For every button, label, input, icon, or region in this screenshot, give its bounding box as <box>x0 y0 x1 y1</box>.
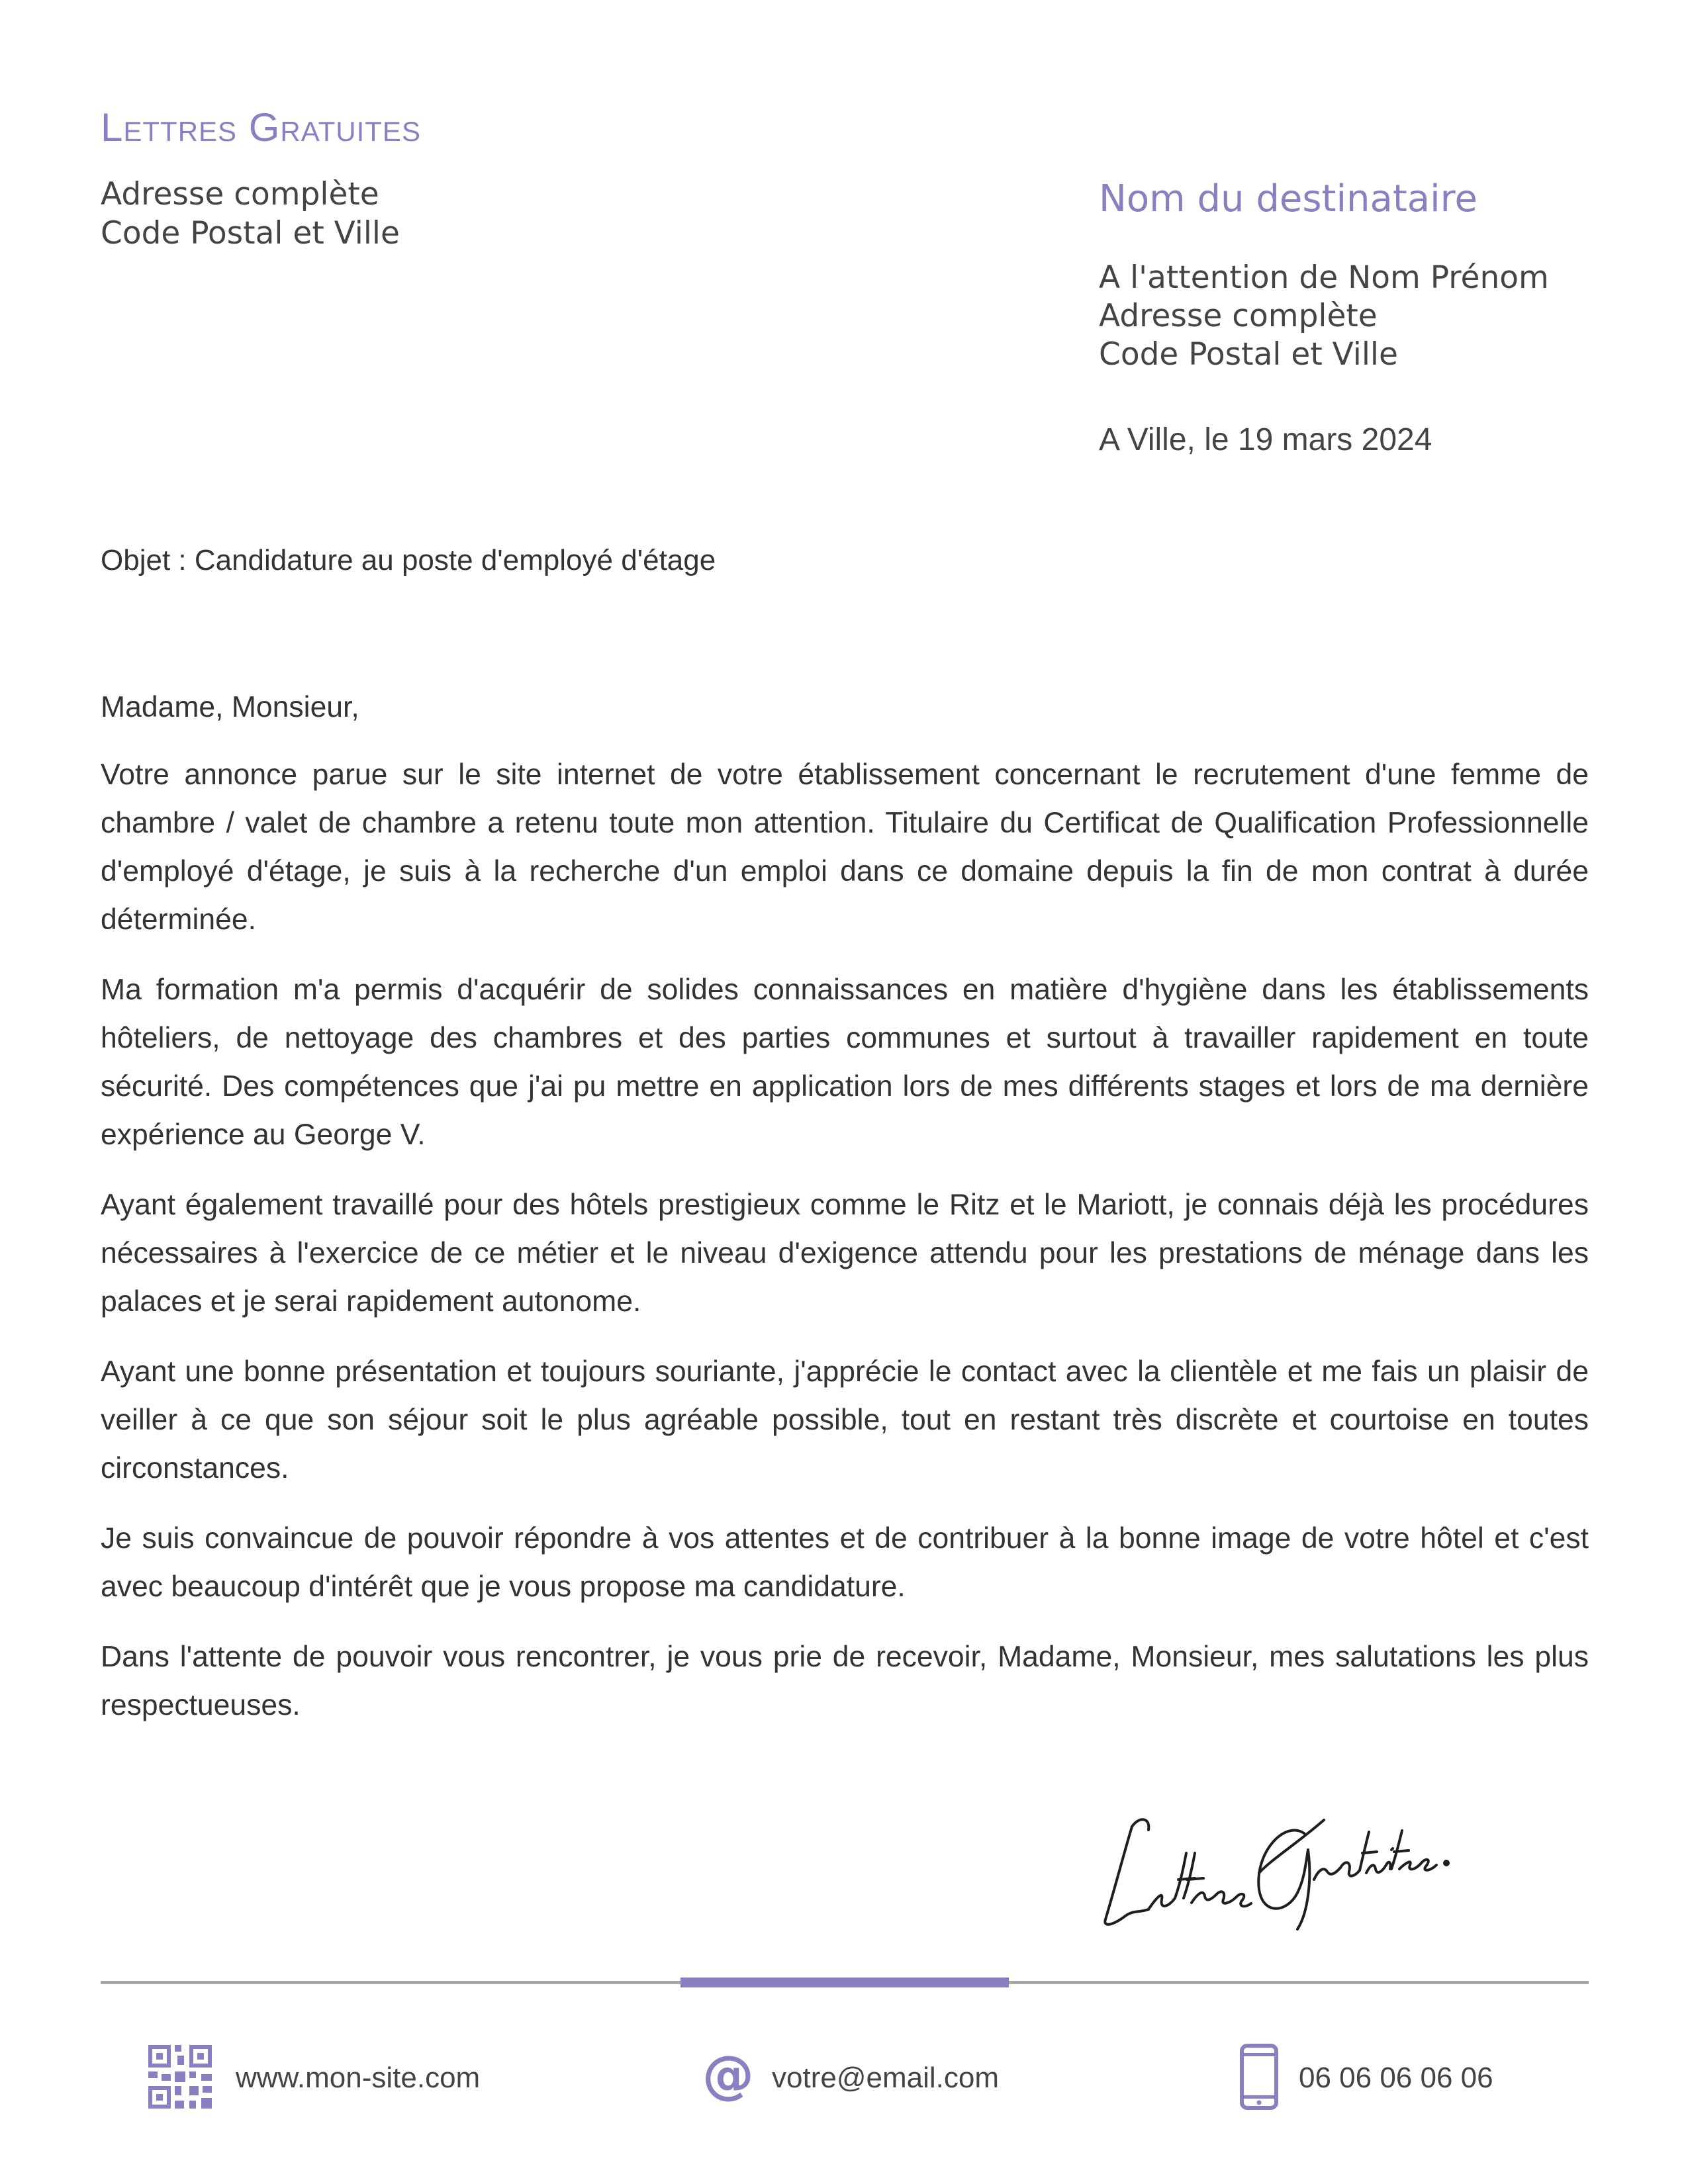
paragraph-1: Votre annonce parue sur le site internet de votre établissement concernant le recrutement d'une femme de chambre / valet de chambre a retenu toute mon attention. Titulaire du Certificat de Qualification Professionnelle d'employé d'étage, je suis à la recherche d'un emploi dans ce domaine depuis la fin de mon contrat à durée déterminée. <box>101 758 1589 936</box>
sender-address <box>101 175 400 253</box>
phone-number[interactable]: 06 06 06 06 06 <box>1299 2062 1493 2094</box>
footer-accent-bar <box>680 1978 1009 1987</box>
paragraph-6: Dans l'attente de pouvoir vous rencontrer, je vous prie de recevoir, Madame, Monsieur, mes salutations les plus respectueuses. <box>101 1641 1589 1721</box>
handwritten-signature <box>1086 1780 1456 1939</box>
recipient-address-line1: Adresse complète <box>1099 298 1378 334</box>
recipient-block <box>1099 177 1615 458</box>
footer-website <box>148 2045 480 2111</box>
svg-text:@: @ <box>702 2050 754 2103</box>
email-link[interactable]: votre@email.com <box>772 2062 999 2094</box>
letter-subject: Objet : Candidature au poste d'employé d'étage <box>101 544 716 576</box>
mobile-phone-icon <box>1239 2044 1279 2113</box>
paragraph-3: Ayant également travaillé pour des hôtels prestigieux comme le Ritz et le Mariott, je connais déjà les procédures nécessaires à l'exercice de ce métier et le niveau d'exigence attendu pour les prestations de ménage dans les palaces et je serai rapidement autonome. <box>101 1189 1589 1318</box>
recipient-attention: A l'attention de Nom Prénom <box>1099 259 1549 296</box>
paragraph-4: Ayant une bonne présentation et toujours souriante, j'apprécie le contact avec la clientèle et me fais un plaisir de veiller à ce que son séjour soit le plus agréable possible, tout en restant très discrète et courtoise en toutes circonstances. <box>101 1355 1589 1484</box>
place-date: A Ville, le 19 mars 2024 <box>1099 422 1432 457</box>
website-link[interactable]: www.mon-site.com <box>236 2062 481 2094</box>
letter-body <box>101 683 1589 1751</box>
at-sign-icon <box>702 2050 755 2107</box>
footer-email <box>702 2045 999 2111</box>
sender-address-line2: Code Postal et Ville <box>101 215 400 251</box>
salutation: Madame, Monsieur, <box>101 691 359 723</box>
qr-code-icon <box>148 2045 212 2112</box>
paragraph-2: Ma formation m'a permis d'acquérir de solides connaissances en matière d'hygiène dans les établissements hôteliers, de nettoyage des chambres et des parties communes et surtout à travailler rapidement en toute sécurité. Des compétences que j'ai pu mettre en application lors de mes différents stages et lors de ma dernière expérience au George V. <box>101 974 1589 1151</box>
sender-name: Lettres Gratuites <box>101 105 421 150</box>
footer-phone <box>1239 2045 1493 2111</box>
recipient-address-line2: Code Postal et Ville <box>1099 336 1398 373</box>
recipient-address <box>1099 259 1615 374</box>
paragraph-5: Je suis convaincue de pouvoir répondre à vos attentes et de contribuer à la bonne image de votre hôtel et c'est avec beaucoup d'intérêt que je vous propose ma candidature. <box>101 1522 1589 1603</box>
recipient-name: Nom du destinataire <box>1099 177 1477 220</box>
sender-address-line1: Adresse complète <box>101 176 379 212</box>
